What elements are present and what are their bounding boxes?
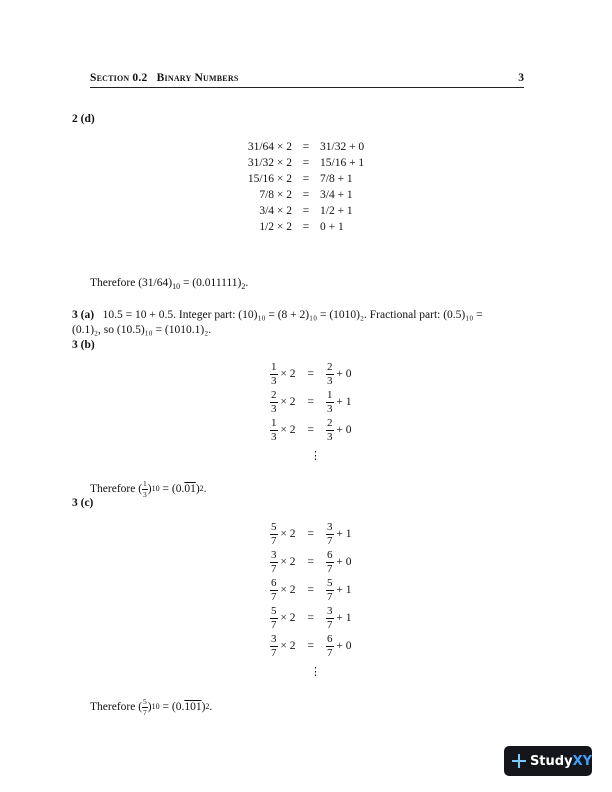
plus-icon: [512, 754, 524, 768]
equals-sign: =: [302, 141, 310, 153]
equation-remainder: + 1: [333, 584, 352, 596]
equation-lhs: 1/2 × 2: [259, 221, 292, 233]
conclusion-3b-end: ): [195, 482, 200, 495]
fraction: [270, 634, 278, 659]
fraction-denominator: 7: [327, 646, 333, 659]
page-header: [90, 72, 524, 88]
equation-rhs: 3/4 + 1: [320, 189, 353, 201]
equation-remainder: + 1: [333, 612, 352, 624]
equation-remainder: + 1: [333, 528, 352, 540]
equation-row: [0, 204, 612, 218]
fraction-numerator: 6: [327, 548, 333, 561]
equation-remainder: + 0: [333, 556, 352, 568]
equals-sign: =: [307, 584, 314, 596]
fraction-numerator: 5: [143, 697, 147, 706]
fraction: [326, 418, 334, 443]
studyxy-badge[interactable]: [504, 746, 592, 776]
equals-sign: =: [302, 205, 310, 217]
times-two: × 2: [277, 584, 296, 596]
equation-row: [270, 520, 352, 548]
vertical-ellipsis: ⋮: [310, 450, 321, 462]
fraction-numerator: 5: [271, 604, 277, 617]
fraction: [326, 362, 334, 387]
repeating-digits-3b: 01: [184, 482, 196, 495]
conclusion-3c: Therefore ( $\frac{5}{7}$ ) 10 = (0. 101 ) 2 .: [90, 697, 213, 717]
fraction: [326, 390, 334, 415]
fraction-denominator: 7: [327, 618, 333, 631]
conclusion-3c-mid: ): [147, 700, 152, 713]
equation-lhs: 3/4 × 2: [259, 205, 292, 217]
equals-sign: =: [302, 157, 310, 169]
fraction: [326, 606, 334, 631]
conclusion-2d-sub10: 10: [172, 282, 181, 291]
fraction-numerator: 6: [327, 632, 333, 645]
equation-array-2d: [0, 140, 612, 240]
fraction-denominator: 3: [271, 374, 277, 387]
fraction-numerator: 3: [327, 604, 333, 617]
conclusion-3b: Therefore ( $\frac{1}{3}$ ) 10 = (0. 01 ) 2 .: [90, 479, 207, 499]
brand-suffix: XY: [572, 753, 592, 769]
equation-row: [270, 416, 352, 444]
conclusion-2d-sub2: 2: [241, 282, 246, 291]
fraction-denominator: 7: [327, 534, 333, 547]
fraction: [270, 550, 278, 575]
equals-sign: =: [307, 528, 314, 540]
conclusion-3b-eq: = (0.: [159, 482, 185, 495]
fraction-numerator: 1: [143, 479, 147, 488]
fraction-denominator: 7: [271, 562, 277, 575]
conclusion-3b-period: .: [203, 482, 207, 495]
fraction-numerator: 5: [271, 520, 277, 533]
fraction-numerator: 2: [271, 388, 277, 401]
fraction-denominator: 3: [327, 430, 333, 443]
times-two: × 2: [277, 396, 296, 408]
equation-lhs: 15/16 × 2: [247, 173, 292, 185]
conclusion-3c-prefix: Therefore (: [90, 700, 143, 713]
equals-sign: =: [302, 189, 310, 201]
equals-sign: =: [307, 396, 314, 408]
fraction-numerator: 2: [327, 416, 333, 429]
fraction-numerator: 1: [327, 388, 333, 401]
fraction-numerator: 5: [327, 576, 333, 589]
times-two: × 2: [277, 368, 296, 380]
equation-row: [0, 172, 612, 186]
equation-row: [270, 388, 352, 416]
problem-label-3b: 3 (b): [72, 339, 95, 351]
times-two: × 2: [277, 612, 296, 624]
brand-prefix: Study: [529, 753, 573, 769]
fraction-numerator: 3: [271, 632, 277, 645]
fraction: [270, 578, 278, 603]
equation-rhs: 1/2 + 1: [320, 205, 353, 217]
running-head: [90, 72, 238, 84]
equation-remainder: + 0: [333, 424, 352, 436]
fraction-denominator: 7: [143, 707, 147, 717]
equation-rhs: 0 + 1: [320, 221, 344, 233]
equation-rhs: 31/32 + 0: [320, 141, 365, 153]
fraction: [326, 522, 334, 547]
equals-sign: =: [307, 556, 314, 568]
equation-array-3c: [0, 520, 612, 690]
equals-sign: =: [307, 424, 314, 436]
equation-row: [0, 140, 612, 154]
equals-sign: =: [302, 173, 310, 185]
conclusion-2d-prefix: Therefore (31/64): [90, 277, 173, 289]
fraction-denominator: 7: [271, 618, 277, 631]
conclusion-3b-mid: ): [147, 482, 152, 495]
fraction-denominator: 3: [327, 402, 333, 415]
equation-remainder: + 1: [333, 396, 352, 408]
fraction: [270, 390, 278, 415]
equation-row: [270, 360, 352, 388]
conclusion-3b-prefix: Therefore (: [90, 482, 143, 495]
equation-row: [270, 576, 352, 604]
equation-remainder: + 0: [333, 368, 352, 380]
equals-sign: =: [307, 368, 314, 380]
fraction: [270, 522, 278, 547]
times-two: × 2: [277, 528, 296, 540]
fraction-denominator: 3: [327, 374, 333, 387]
page-number: 3: [518, 72, 524, 84]
equation-rhs: 15/16 + 1: [320, 157, 365, 169]
fraction-denominator: 3: [271, 402, 277, 415]
equation-row: [0, 220, 612, 234]
times-two: × 2: [277, 424, 296, 436]
times-two: × 2: [277, 556, 296, 568]
fraction-numerator: 3: [271, 548, 277, 561]
times-two: × 2: [277, 640, 296, 652]
fraction-numerator: 2: [327, 360, 333, 373]
vertical-ellipsis: ⋮: [310, 666, 321, 678]
problem-3a-line1: 10.5 = 10 + 0.5. Integer part: (10)₁₀ = (8 + 2)₁₀ = (1010)₂. Fractional part: (0.5)₁₀ =: [102, 309, 483, 321]
conclusion-3c-eq: = (0.: [159, 700, 185, 713]
fraction-denominator: 7: [271, 534, 277, 547]
problem-label-2d: 2 (d): [72, 113, 95, 125]
fraction-numerator: 1: [271, 416, 277, 429]
equation-lhs: 7/8 × 2: [259, 189, 292, 201]
equals-sign: =: [302, 221, 310, 233]
equation-row: [0, 188, 612, 202]
equation-rhs: 7/8 + 1: [320, 173, 353, 185]
section-title: Binary Numbers: [156, 72, 239, 84]
conclusion-2d: [90, 276, 248, 291]
equation-row: [270, 632, 352, 660]
problem-label-3c: 3 (c): [72, 497, 94, 509]
section-number: Section 0.2: [90, 72, 148, 84]
conclusion-3c-end: ): [201, 700, 206, 713]
problem-3a-line2: (0.1)₂, so (10.5)₁₀ = (1010.1)₂.: [72, 324, 212, 336]
conclusion-2d-mid: = (0.011111): [180, 277, 242, 289]
fraction-denominator: 3: [143, 489, 147, 499]
equation-lhs: 31/64 × 2: [247, 141, 292, 153]
conclusion-3c-period: .: [209, 700, 213, 713]
conclusion-2d-period: .: [245, 277, 249, 289]
fraction: [326, 550, 334, 575]
fraction-denominator: 7: [271, 590, 277, 603]
problem-label-3a: 3 (a): [72, 309, 95, 321]
fraction: [270, 362, 278, 387]
equals-sign: =: [307, 612, 314, 624]
fraction: [270, 606, 278, 631]
fraction-denominator: 3: [271, 430, 277, 443]
equation-lhs: 31/32 × 2: [247, 157, 292, 169]
fraction: [326, 578, 334, 603]
equation-row: [270, 604, 352, 632]
fraction: [270, 418, 278, 443]
equation-remainder: + 0: [333, 640, 352, 652]
fraction-denominator: 7: [271, 646, 277, 659]
repeating-digits-3c: 101: [184, 700, 202, 713]
equation-row: [270, 548, 352, 576]
fraction: [326, 634, 334, 659]
problem-3a: [72, 308, 540, 338]
equation-row: [0, 156, 612, 170]
equation-array-3b: [0, 360, 612, 470]
fraction-numerator: 6: [271, 576, 277, 589]
fraction-denominator: 7: [327, 562, 333, 575]
equals-sign: =: [307, 640, 314, 652]
fraction-numerator: 1: [271, 360, 277, 373]
fraction-numerator: 3: [327, 520, 333, 533]
fraction-denominator: 7: [327, 590, 333, 603]
